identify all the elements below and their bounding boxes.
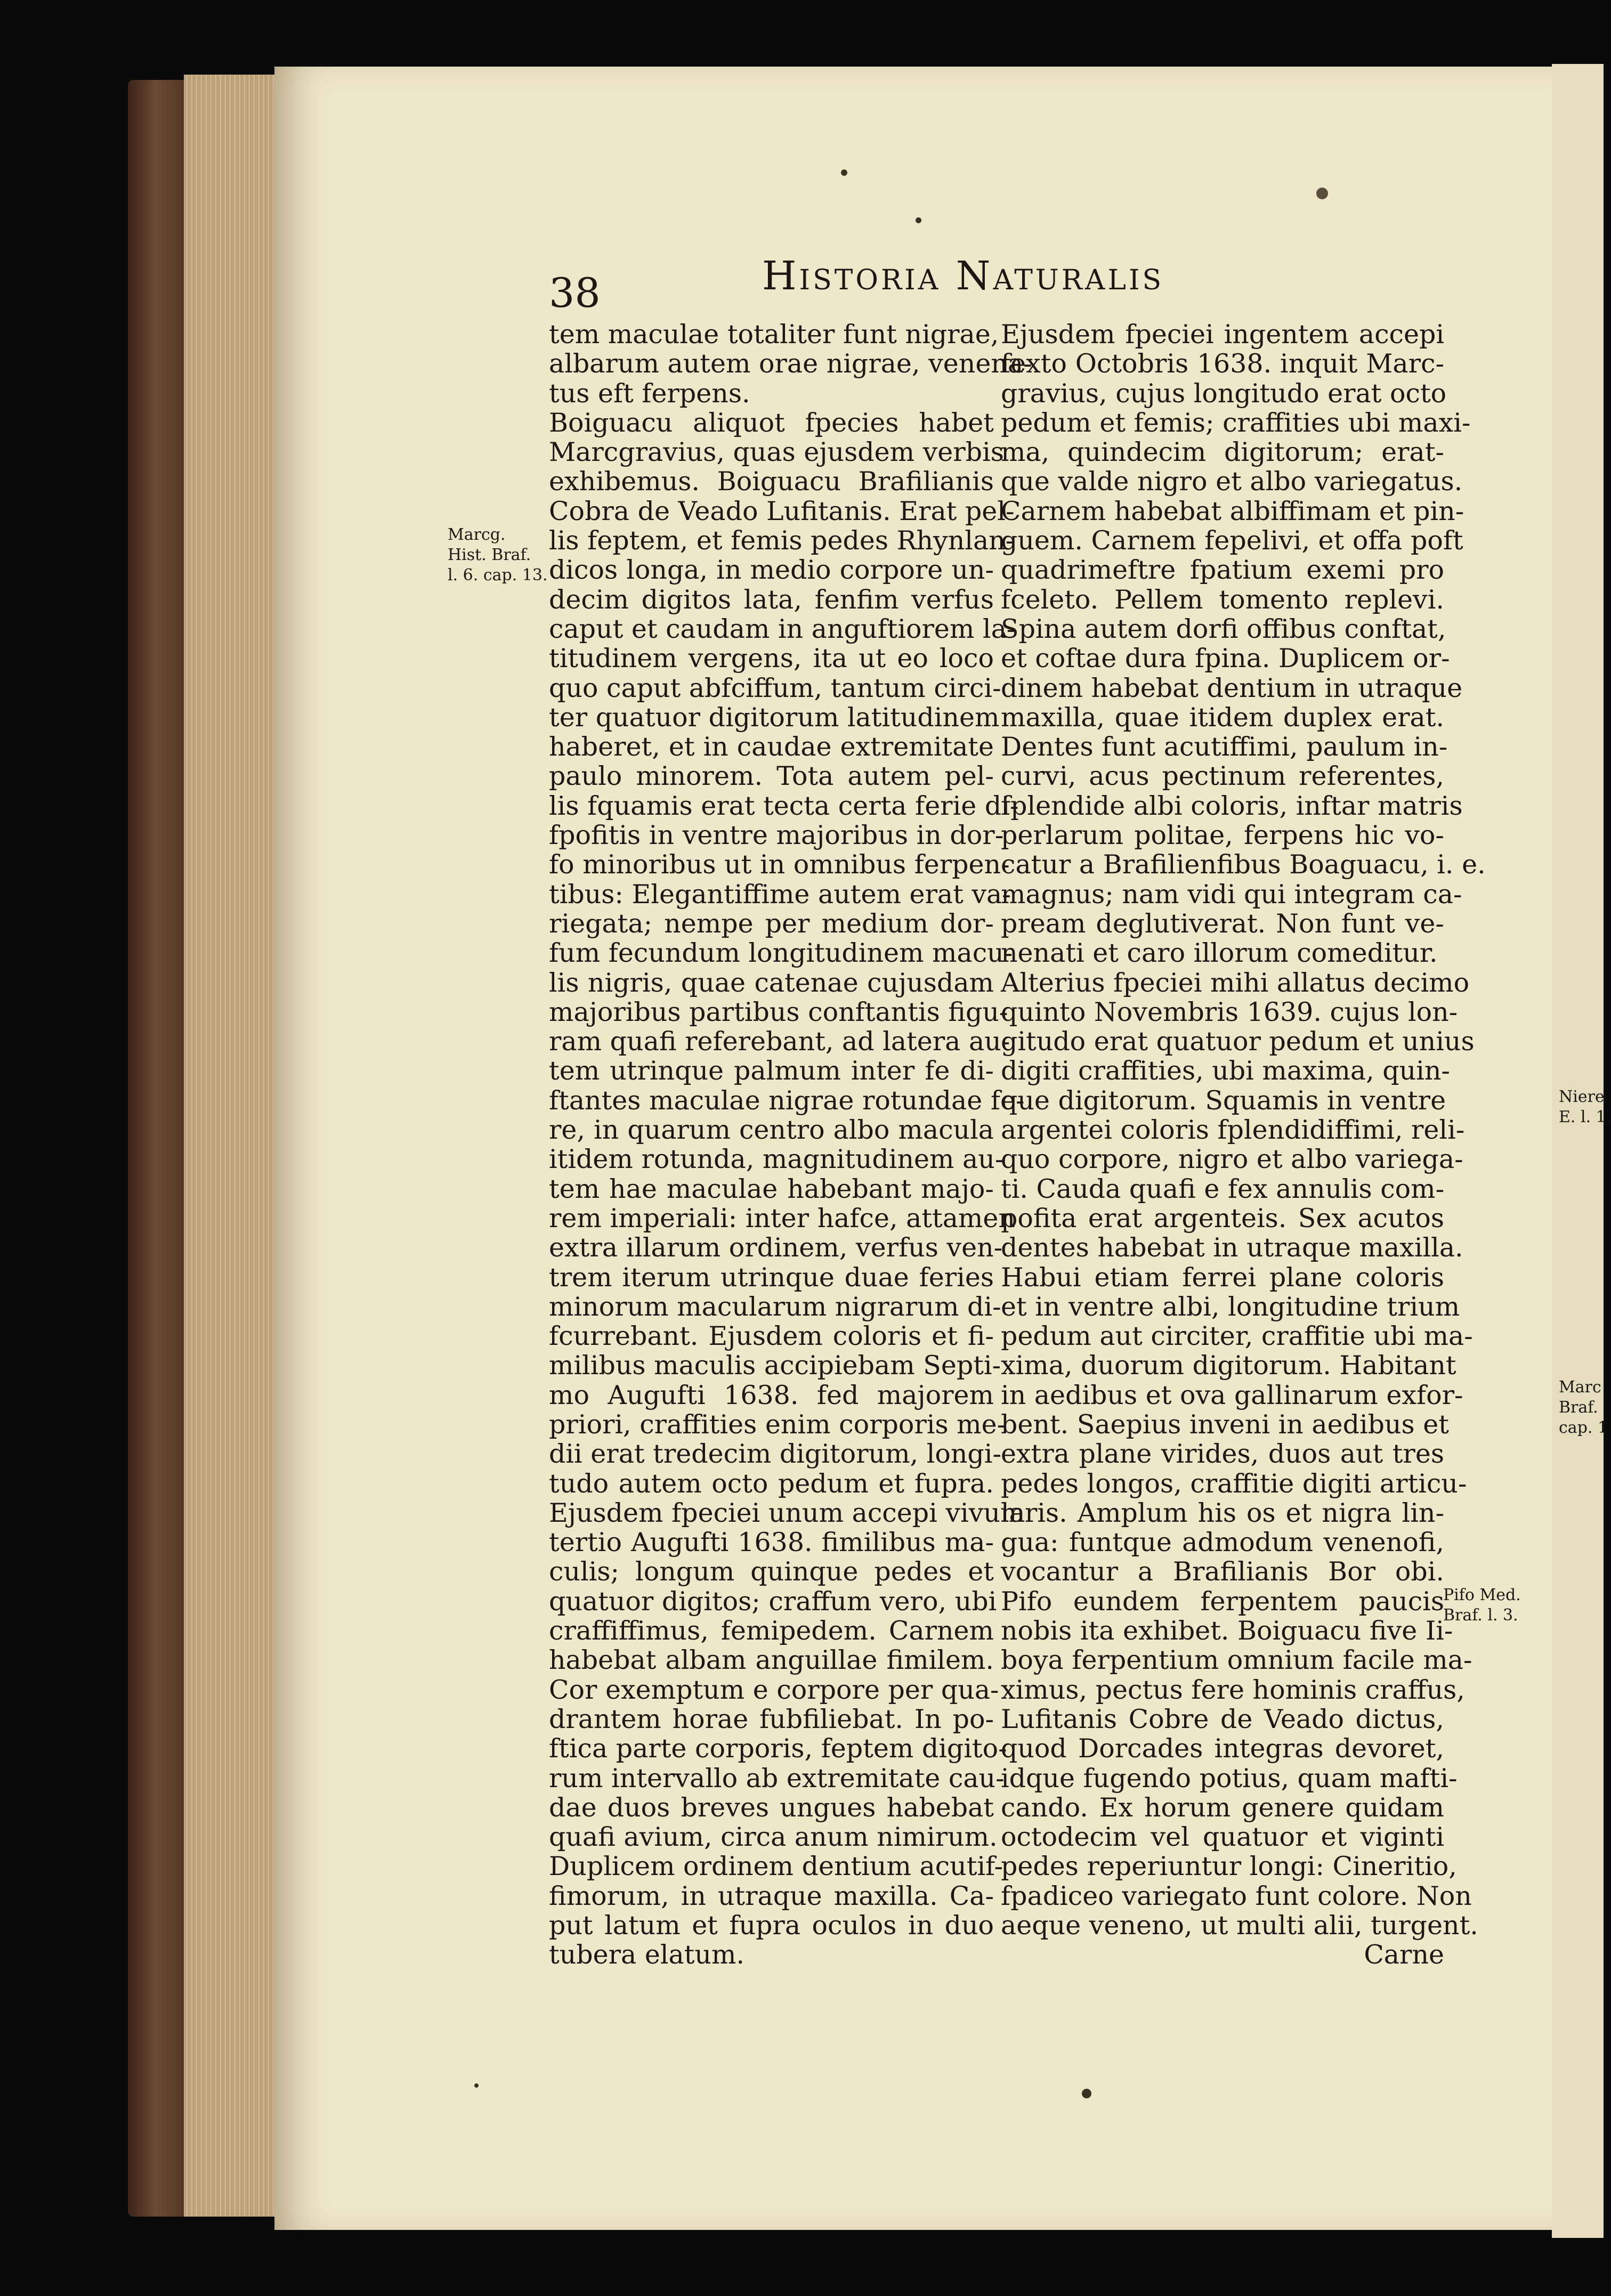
text-line: pream deglutiverat. Non funt ve- — [1001, 908, 1444, 939]
text-line: milibus maculis accipiebam Septi- — [549, 1350, 1001, 1381]
running-head: Historia Naturalis — [762, 253, 1164, 299]
text-line: ram quafi referebant, ad latera au- — [549, 1026, 1010, 1057]
text-line: laris. Amplum his os et nigra lin- — [1001, 1497, 1444, 1528]
text-line: drantem horae fubfiliebat. In po- — [549, 1703, 994, 1734]
text-line: boya ferpentium omnium facile ma- — [1001, 1645, 1472, 1676]
margin-note-piso — [1443, 1585, 1521, 1626]
text-line: aeque veneno, ut multi alii, turgent. — [1001, 1910, 1478, 1941]
text-line: quo caput abfciffum, tantum circi- — [549, 672, 1001, 703]
page-number: 38 — [549, 269, 601, 317]
text-line: cando. Ex horum genere quidam — [1001, 1792, 1444, 1823]
text-line: titudinem vergens, ita ut eo loco — [549, 643, 994, 674]
text-line: fceleto. Pellem tomento replevi. — [1001, 584, 1444, 615]
text-line: gua: funtque admodum venenofi, — [1001, 1527, 1444, 1558]
ink-speck — [1082, 2089, 1091, 2098]
text-line: tertio Augufti 1638. fimilibus ma- — [549, 1527, 994, 1558]
text-line: fcurrebant. Ejusdem coloris et fi- — [549, 1321, 994, 1352]
text-line: Cobra de Veado Lufitanis. Erat pel- — [549, 496, 1015, 526]
text-line: mo Augufti 1638. fed majorem — [549, 1380, 994, 1410]
text-line: decim digitos lata, fenfim verfus — [549, 584, 994, 615]
text-line: dentes habebat in utraque maxilla. — [1001, 1232, 1463, 1263]
text-line: perlarum politae, ferpens hic vo- — [1001, 820, 1444, 851]
text-line: pedes reperiuntur longi: Cineritio, — [1001, 1851, 1457, 1882]
text-line: craffiffimus, femipedem. Carnem — [549, 1616, 994, 1646]
ink-speck — [916, 217, 921, 223]
text-line: haberet, et in caudae extremitate — [549, 732, 994, 762]
text-line: et in ventre albi, longitudine trium — [1001, 1291, 1460, 1322]
text-line: tubera elatum. — [549, 1940, 744, 1970]
margin-note-line: Marc — [1559, 1378, 1601, 1397]
text-line: rum intervallo ab extremitate cau- — [549, 1763, 1005, 1794]
text-line: habebat albam anguillae fimilem. — [549, 1645, 994, 1676]
text-line: fimorum, in utraque maxilla. Ca- — [549, 1880, 994, 1911]
text-line: maxilla, quae itidem duplex erat. — [1001, 702, 1444, 733]
text-line: culis; longum quinque pedes et — [549, 1556, 994, 1587]
text-line: que digitorum. Squamis in ventre — [1001, 1085, 1446, 1116]
text-line: que valde nigro et albo variegatus. — [1001, 466, 1463, 497]
text-line: vocantur a Brafilianis Bor obi. — [1001, 1556, 1444, 1587]
text-line: majoribus partibus conftantis figu- — [549, 996, 1008, 1027]
margin-note-marcgravius — [448, 525, 548, 586]
text-line: quo corpore, nigro et albo variega- — [1001, 1144, 1463, 1175]
text-line: paulo minorem. Tota autem pel- — [549, 761, 994, 792]
text-line: argentei coloris fplendidiffimi, reli- — [1001, 1115, 1465, 1146]
text-line: fexto Octobris 1638. inquit Marc- — [1001, 348, 1444, 379]
text-line: Cor exemptum e corpore per qua- — [549, 1674, 999, 1705]
ink-speck — [474, 2083, 479, 2088]
margin-note-line: Marcg. — [448, 525, 506, 544]
text-line: Habui etiam ferrei plane coloris — [1001, 1262, 1444, 1293]
text-line: ti. Cauda quafi e fex annulis com- — [1001, 1173, 1445, 1204]
text-line: magnus; nam vidi qui integram ca- — [1001, 879, 1462, 910]
ink-speck — [841, 169, 847, 176]
margin-note-line: Braf. — [1559, 1398, 1598, 1417]
text-line: Alterius fpeciei mihi allatus decimo — [1001, 967, 1470, 998]
text-line: nobis ita exhibet. Boiguacu five Ii- — [1001, 1616, 1453, 1646]
text-line: exhibemus. Boiguacu Brafilianis — [549, 466, 994, 497]
text-line: quod Dorcades integras devoret, — [1001, 1733, 1444, 1764]
text-line: tudo autem octo pedum et fupra. — [549, 1468, 994, 1499]
text-line: ftantes maculae nigrae rotundae fe- — [549, 1085, 1025, 1116]
text-line: gitudo erat quatuor pedum et unius — [1001, 1026, 1475, 1057]
text-column-left — [549, 319, 1032, 1970]
text-line: riegata; nempe per medium dor- — [549, 908, 994, 939]
text-line: lis feptem, et femis pedes Rhynlan- — [549, 525, 1015, 556]
text-line: catur a Brafilienfibus Boaguacu, i. e. — [1001, 849, 1486, 880]
text-line: rem imperiali: inter hafce, attamen — [549, 1203, 1015, 1234]
text-line: dae duos breves ungues habebat — [549, 1792, 994, 1823]
text-line: fplendide albi coloris, inftar matris — [1001, 790, 1463, 821]
text-line: Lufitanis Cobre de Veado dictus, — [1001, 1703, 1444, 1734]
text-line: pedum aut circiter, craffitie ubi ma- — [1001, 1321, 1473, 1352]
text-line: quatuor digitos; craffum vero, ubi — [549, 1586, 997, 1617]
margin-note-line: Pifo Med. — [1443, 1586, 1521, 1604]
page-edges — [184, 75, 280, 2217]
margin-note-line: Niere — [1559, 1088, 1605, 1106]
text-line: idque fugendo potius, quam mafti- — [1001, 1763, 1458, 1794]
text-line: dicos longa, in medio corpore un- — [549, 555, 994, 586]
text-line: fpadiceo variegato funt colore. Non — [1001, 1880, 1472, 1911]
text-line: lis nigris, quae catenae cujusdam — [549, 967, 994, 998]
text-line: gravius, cujus longitudo erat octo — [1001, 378, 1447, 409]
text-line: Marcgravius, quas ejusdem verbis — [549, 437, 1004, 468]
text-line: quadrimeftre fpatium exemi pro — [1001, 555, 1444, 586]
text-line: trem iterum utrinque duae feries — [549, 1262, 994, 1293]
text-line: ter quatuor digitorum latitudinem — [549, 702, 1000, 733]
text-line: fo minoribus ut in omnibus ferpen- — [549, 849, 1010, 880]
text-line: curvi, acus pectinum referentes, — [1001, 761, 1444, 792]
margin-note-line: E. l. 1. — [1559, 1108, 1611, 1126]
text-line: Boiguacu aliquot fpecies habet — [549, 407, 994, 438]
text-line: Spina autem dorfi offibus conftat, — [1001, 613, 1446, 644]
text-line: ximus, pectus fere hominis craffus, — [1001, 1674, 1465, 1705]
facing-page-note — [1559, 1087, 1611, 1127]
text-line: Carne — [1364, 1940, 1444, 1970]
text-line: quafi avium, circa anum nimirum. — [549, 1822, 998, 1853]
text-line: extra illarum ordinem, verfus ven- — [549, 1232, 1003, 1263]
text-line: albarum autem orae nigrae, venena- — [549, 348, 1032, 379]
text-line: tus eft ferpens. — [549, 378, 750, 409]
text-line: pedum et femis; craffities ubi maxi- — [1001, 407, 1471, 438]
text-line: Ejusdem fpeciei ingentem accepi — [1001, 319, 1444, 350]
text-line: put latum et fupra oculos in duo — [549, 1910, 994, 1941]
margin-note-line: cap. 1 — [1559, 1418, 1608, 1437]
facing-page-edge — [1552, 64, 1611, 2238]
text-line: fum fecundum longitudinem macu- — [549, 938, 1013, 969]
text-line: Dentes funt acutiffimi, paulum in- — [1001, 732, 1448, 762]
text-line: re, in quarum centro albo macula — [549, 1115, 994, 1146]
text-line: tibus: Elegantiffime autem erat va- — [549, 879, 1011, 910]
text-line: tem utrinque palmum inter fe di- — [549, 1056, 994, 1086]
text-line: Pifo eundem ferpentem paucis — [1001, 1586, 1444, 1617]
text-line: nenati et caro illorum comeditur. — [1001, 938, 1438, 969]
text-line: ma, quindecim digitorum; erat- — [1001, 437, 1444, 468]
text-line: dinem habebat dentium in utraque — [1001, 672, 1463, 703]
text-line: tem maculae totaliter funt nigrae, — [549, 319, 999, 350]
text-line: priori, craffities enim corporis me- — [549, 1409, 1006, 1440]
text-line: extra plane virides, duos aut tres — [1001, 1439, 1444, 1470]
text-line: itidem rotunda, magnitudinem au- — [549, 1144, 1004, 1175]
ink-speck — [1316, 188, 1328, 199]
text-line: quinto Novembris 1639. cujus lon- — [1001, 996, 1458, 1027]
text-line: Ejusdem fpeciei unum accepi vivum — [549, 1497, 1025, 1528]
text-line: ftica parte corporis, feptem digito- — [549, 1733, 1007, 1764]
text-line: lis fquamis erat tecta certa ferie di- — [549, 790, 1019, 821]
margin-note-line: Hist. Braf. — [448, 546, 531, 564]
margin-note-line: l. 6. cap. 13. — [448, 566, 548, 585]
text-line: Duplicem ordinem dentium acutif- — [549, 1851, 1003, 1882]
text-line: Carnem habebat albiffimam et pin- — [1001, 496, 1464, 526]
facing-page-note — [1559, 1377, 1608, 1438]
text-line: fpofitis in ventre majoribus in dor- — [549, 820, 1004, 851]
margin-note-line: Braf. l. 3. — [1443, 1606, 1518, 1625]
text-line: octodecim vel quatuor et viginti — [1001, 1822, 1444, 1853]
text-line: in aedibus et ova gallinarum exfor- — [1001, 1380, 1463, 1410]
text-line: digiti craffities, ubi maxima, quin- — [1001, 1056, 1450, 1086]
text-line: pedes longos, craffitie digiti articu- — [1001, 1468, 1467, 1499]
text-line: caput et caudam in anguftiorem la- — [549, 613, 1016, 644]
text-line: dii erat tredecim digitorum, longi- — [549, 1439, 1002, 1470]
text-line: xima, duorum digitorum. Habitant — [1001, 1350, 1456, 1381]
text-line: pofita erat argenteis. Sex acutos — [1001, 1203, 1444, 1234]
text-line: bent. Saepius inveni in aedibus et — [1001, 1409, 1449, 1440]
text-line: tem hae maculae habebant majo- — [549, 1173, 994, 1204]
text-line: et coftae dura fpina. Duplicem or- — [1001, 643, 1450, 674]
text-line: guem. Carnem fepelivi, et offa poft — [1001, 525, 1463, 556]
text-line: minorum macularum nigrarum di- — [549, 1291, 1001, 1322]
